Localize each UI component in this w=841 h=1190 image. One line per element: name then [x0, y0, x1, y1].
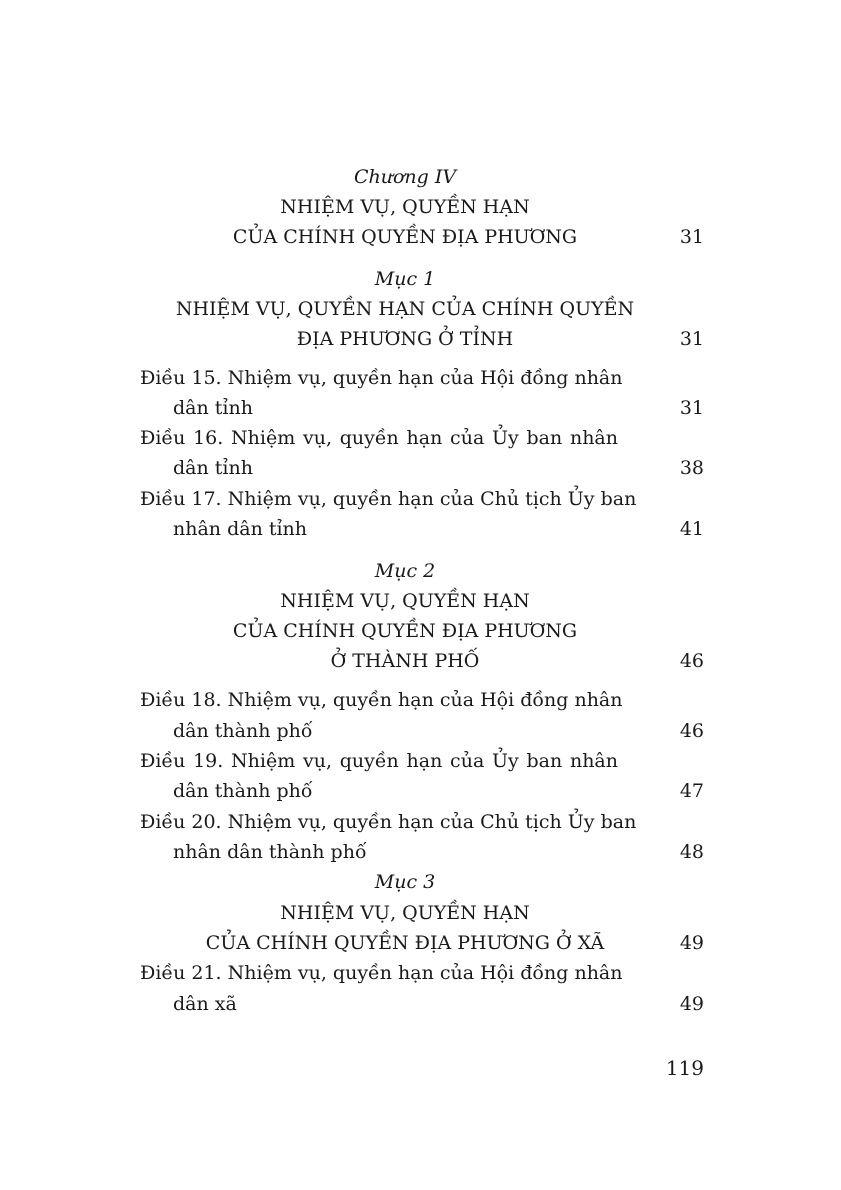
toc-entry-article-19-cont: dân thành phố [173, 780, 313, 802]
toc-entry-article-17-cont: nhân dân tỉnh [173, 518, 308, 540]
page-number: 119 [665, 1056, 704, 1080]
section-1-title-line-2: ĐỊA PHƯƠNG Ở TỈNH [296, 328, 514, 350]
section-1-title-line-1: NHIỆM VỤ, QUYỀN HẠN CỦA CHÍNH QUYỀN [175, 298, 635, 320]
section-2-label: Mục 2 [374, 560, 436, 582]
section-2-title-line-3: Ở THÀNH PHỐ [330, 650, 480, 672]
section-2-page-number: 46 [679, 650, 704, 672]
section-1-label: Mục 1 [374, 268, 436, 290]
section-3-title-line-1: NHIỆM VỤ, QUYỀN HẠN [280, 902, 530, 924]
toc-entry-article-16-cont: dân tỉnh [173, 457, 253, 479]
section-3-title-line-2: CỦA CHÍNH QUYỀN ĐỊA PHƯƠNG Ở XÃ [205, 932, 605, 954]
toc-entry-article-21: Điều 21. Nhiệm vụ, quyền hạn của Hội đồng nhân [140, 962, 623, 984]
toc-entry-article-16: Điều 16. Nhiệm vụ, quyền hạn của Ủy ban nhân [140, 427, 618, 449]
chapter-label: Chương IV [353, 166, 457, 188]
chapter-title-line-1: NHIỆM VỤ, QUYỀN HẠN [280, 196, 530, 218]
toc-entry-article-15-page: 31 [679, 397, 704, 419]
toc-entry-article-15-cont: dân tỉnh [173, 397, 253, 419]
toc-entry-article-17: Điều 17. Nhiệm vụ, quyền hạn của Chủ tịch Ủy ban [140, 488, 637, 510]
toc-entry-article-18-page: 46 [679, 720, 704, 742]
toc-entry-article-18-cont: dân thành phố [173, 720, 313, 742]
section-2-title-line-2: CỦA CHÍNH QUYỀN ĐỊA PHƯƠNG [232, 620, 578, 642]
toc-entry-article-20-page: 48 [679, 841, 704, 863]
section-1-page-number: 31 [679, 328, 704, 350]
toc-entry-article-15: Điều 15. Nhiệm vụ, quyền hạn của Hội đồng nhân [140, 367, 623, 389]
toc-entry-article-17-page: 41 [679, 518, 704, 540]
chapter-title-line-2: CỦA CHÍNH QUYỀN ĐỊA PHƯƠNG [232, 226, 578, 248]
toc-entry-article-21-page: 49 [679, 993, 704, 1015]
toc-entry-article-18: Điều 18. Nhiệm vụ, quyền hạn của Hội đồng nhân [140, 689, 623, 711]
toc-entry-article-20: Điều 20. Nhiệm vụ, quyền hạn của Chủ tịch Ủy ban [140, 811, 637, 833]
section-3-page-number: 49 [679, 932, 704, 954]
section-2-title-line-1: NHIỆM VỤ, QUYỀN HẠN [280, 590, 530, 612]
toc-entry-article-21-cont: dân xã [173, 993, 237, 1015]
chapter-page-number: 31 [679, 226, 704, 248]
toc-entry-article-20-cont: nhân dân thành phố [173, 841, 367, 863]
section-3-label: Mục 3 [374, 871, 436, 893]
toc-entry-article-16-page: 38 [679, 457, 704, 479]
toc-entry-article-19-page: 47 [679, 780, 704, 802]
toc-entry-article-19: Điều 19. Nhiệm vụ, quyền hạn của Ủy ban nhân [140, 750, 618, 772]
